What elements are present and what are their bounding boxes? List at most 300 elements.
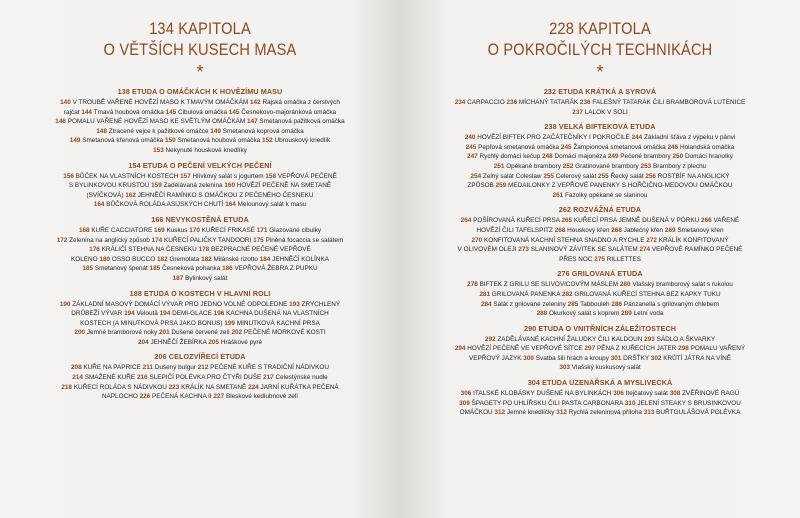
recipe-name: KUŘECÍ ROLÁDA S NÁDIVKOU [73,383,167,391]
section-title: ETUDA O VNITŘNÍCH ZÁLEŽITOSTECH [538,323,677,333]
recipe-page-number: 156 [63,172,76,180]
recipe-name: SÁDLO A ŠKVARKY [656,335,716,343]
recipe-name: Itejčatový salát [625,390,668,398]
section-title: ETUDA KRÁTKÁ A SYROVÁ [558,87,657,96]
recipe-page-number: 266 [701,217,714,225]
recipe-page-number: 201 [158,329,172,337]
toc-section [414,378,786,418]
toc-section [414,324,786,373]
recipe-name: Domácí majonéza [554,153,607,161]
recipe-name: Zelenina na anglický způsob [69,236,150,244]
recipe-name: Gremolata [169,255,200,263]
toc-line [414,363,786,373]
recipe-page-number: 174 [151,236,165,244]
recipe-page-number: 284 [480,300,494,308]
recipe-page-number: 312 [556,409,569,417]
recipe-page-number: 145 [228,108,242,116]
recipe-name: BIFTEK Z GRILU SE SLIVOVICOVÝM MÁSLEM [479,281,619,289]
recipe-name: KUŘE NA PAPRICE [83,364,141,372]
recipe-page-number: 159 [151,182,164,190]
section-page-number: 232 [543,87,559,96]
recipe-name: Svatba šili hrách a kroupy [535,354,609,362]
recipe-page-number: 187 [172,274,186,282]
recipe-page-number: 282 [561,290,575,298]
recipe-page-number: 140 [60,99,73,106]
recipe-name: Bylinkový salát [185,274,228,282]
toc-line [414,172,786,182]
recipe-name: BUŘTGULÁŠOVÁ POLÉVKA [656,409,741,417]
toc-line [14,181,386,191]
toc-line [14,98,386,108]
recipe-page-number: 269 [664,226,678,234]
toc-line [14,191,386,201]
recipe-name: Gratinované brambory [575,162,639,170]
recipe-page-number: 144 [81,108,94,116]
section-heading [14,289,386,298]
recipe-page-number: 281 [479,290,492,298]
recipe-name: Opékané brambory [506,162,561,170]
recipe-page-number: 268 [611,226,624,234]
recipe-page-number: 285 [567,300,581,308]
recipe-page-number: 278 [467,281,480,289]
toc-line [414,354,786,364]
toc-line [14,309,386,319]
recipe-name: Celestýnské nudle [275,374,328,382]
recipe-page-number: 294 [454,345,468,353]
toc-line [14,245,386,255]
recipe-page-number: 280 [619,281,633,289]
recipe-name: Glazované cibulky [269,226,322,234]
toc-line [414,181,786,191]
recipe-name: Jemné bramborové noky [86,329,158,337]
recipe-name: KRÁLÍK KONFITOVANÝ [658,236,729,244]
section-heading [414,122,786,131]
recipe-name: KRŮTÍ JÁTRA NA VÍNĚ [663,354,732,362]
recipe-name: POMALU VAŘENÉ HOVĚZÍ MASO KE SVĚTLÝM OMÁČKÁM [67,118,246,126]
recipe-name: Milánské rizotto [213,255,258,263]
section-heading [14,87,386,96]
toc-line [14,236,386,246]
recipe-name: Okurkový salát s koprem [549,310,620,318]
recipe-page-number: 234 [454,99,468,106]
recipe-page-number: 202 [231,329,244,337]
recipe-name: BŮČEK NA VLASTNÍCH KOSTECH [75,172,179,180]
recipe-name: Fazolky opékané se slaninou [565,191,648,199]
recipe-page-number: 199 [224,319,237,327]
toc-line [14,392,386,402]
recipe-page-number: 255 [543,172,556,180]
recipe-name: KOSTECH (A MINUTKOVÁ PRSA JAKO BONUS) [80,319,223,327]
section-list [414,87,786,418]
recipe-name: Cibulová omáčka [177,108,228,116]
recipe-name: Česneková pohanka [162,265,221,273]
recipe-name: Veloută [136,310,158,318]
recipe-page-number: 172 [56,236,70,244]
recipe-name: Nekynuté houskové knedlíky [165,146,247,154]
recipe-name: ROSTBÍF NA ANGLICKÝ [657,172,730,180]
recipe-name: rajčat [63,108,80,116]
recipe-name: Česnekovo-majoránková omáčka [241,108,337,116]
recipe-name: Pepřová smetanová omáčka [478,143,560,151]
recipe-name: ZÁKLADNÍ MASOVÝ DOMÁCÍ VÝVAR PRO JEDNO VOLNÉ ODPOLEDNE [72,300,288,308]
recipe-page-number: 252 [562,162,576,170]
recipe-page-number: 205 [208,338,221,346]
recipe-name: MINUTKOVÁ KACHNÍ PRSA [236,319,320,327]
section-page-number: 166 [151,214,166,224]
recipe-page-number: 306 [613,390,626,398]
recipe-page-number: 309 [459,399,472,407]
recipe-page-number: 157 [180,172,193,180]
section-title: CELOZVÍŘECÍ ETUDA [168,352,246,362]
toc-line [14,146,386,156]
recipe-page-number: 148 [96,127,109,135]
recipe-page-number: 146 [55,118,68,126]
toc-section [14,289,386,348]
toc-line [14,328,386,338]
recipe-page-number: 292 [484,335,498,343]
toc-line [14,136,386,146]
recipe-name: JEHNĚČÍ RAMÍNKO S OMÁČKOU Z PEČENÉHO ČESNEKU [137,191,314,199]
toc-section [14,87,386,156]
recipe-page-number: 289 [621,310,634,318]
recipe-page-number: 237 [572,108,585,116]
recipe-page-number: 301 [610,354,624,362]
recipe-page-number: 251 [493,162,507,170]
recipe-page-number: 216 [136,374,150,382]
toc-line [14,127,386,137]
toc-line [414,280,786,290]
chapter-number: 134 KAPITOLA [149,19,251,38]
toc-line [414,290,786,300]
recipe-name: S BYLINKOVOU KRUSTOU [68,182,150,190]
recipe-page-number: 273 [518,246,531,254]
recipe-name: Rychlý domácí kečup [479,153,541,161]
recipe-page-number: 293 [644,335,657,343]
recipe-name: MÍCHANÝ TATARÁK [518,99,579,106]
recipe-name: ZADĚLÁVANÉ KACHNÍ ŽALUDKY ČILI KALDOUN [497,335,643,343]
recipe-name: Letní voda [633,310,664,318]
recipe-page-number: 303 [559,364,572,372]
section-title: GRILOVANÁ ETUDA [571,269,643,279]
recipe-name: OSSO BUCCO [111,255,156,263]
section-page-number: 290 [523,323,539,333]
recipe-name: Melounový salát k masu [237,201,307,209]
recipe-page-number: 310 [624,399,638,407]
toc-line [14,274,386,284]
section-list [14,87,386,402]
recipe-page-number: 153 [153,146,166,154]
toc-line [414,98,786,108]
recipe-name: Tabbouleh [580,300,610,308]
section-heading [14,161,386,170]
recipe-page-number: 227 [213,393,226,401]
recipe-page-number: 249 [607,153,621,161]
recipe-name: Žampionová smetanová omáčka [573,143,666,151]
toc-section [14,352,386,401]
section-heading [414,378,786,387]
recipe-name: Vlašský bramborový salát s rukolou [632,281,733,289]
section-title: ETUDA O PEČENÍ VELKÝCH PEČENÍ [142,160,272,170]
recipe-name: HOVĚZÍ BIFTEK PRO ZAČÁTEČNÍKY I POKROČILÉ [477,134,630,142]
recipe-page-number: 247 [467,153,480,161]
recipe-name: Celerový salát [555,172,597,180]
recipe-page-number: 175 [253,236,266,244]
recipe-page-number: 208 [70,364,84,372]
toc-section [414,269,786,318]
section-title: ETUDA UZENÁŘSKÁ A MYSLIVECKÁ [542,378,673,388]
recipe-page-number: 200 [74,329,87,337]
recipe-page-number: 308 [669,390,683,398]
recipe-name: Ubrouskový knedlík [274,137,331,145]
section-title: ETUDA O KOSTECH V HLAVNÍ ROLI [144,288,271,298]
recipe-name: MEDAILONKY Z VEPŘOVÉ PANENKY S HOŘČIČNO-MEDOVOU OMÁČKOU [508,182,733,190]
recipe-name: Ztracené vejce k pažitkové omáčce [108,127,209,135]
recipe-page-number: 218 [61,383,74,391]
toc-line [14,300,386,310]
recipe-page-number: 254 [470,172,483,180]
recipe-name: Plněná focaccia se salátem [265,236,344,244]
recipe-name: Panzanella s grilovaným chlebem [623,300,720,308]
toc-line [414,152,786,162]
recipe-name: V OLIVOVÉM OLEJI [457,246,517,254]
section-page-number: 238 [544,122,559,132]
toc-line [414,143,786,153]
section-page-number: 138 [117,87,133,96]
toc-line [414,309,786,319]
recipe-page-number: 162 [125,191,138,199]
recipe-page-number: 236 [506,99,519,106]
section-title: ROZVÁŽNÁ ETUDA [573,205,642,215]
section-page-number: 304 [527,378,543,388]
toc-line [14,255,386,265]
recipe-name: BEZPRACNÉ PEČENÉ VEPŘOVÉ [211,246,311,254]
recipe-page-number: 253 [640,162,653,170]
toc-section [414,122,786,200]
recipe-page-number: 248 [542,153,555,161]
recipe-name: VAŘENÉ [713,217,740,225]
recipe-name: PĚNA Z KUŘECÍCH JATER [596,345,677,353]
recipe-name: Smetanová pažitková omáčka [259,118,345,126]
recipe-name: VEPŘOVÁ PEČENĚ [277,172,337,180]
recipe-name: BŮČKOVÁ ROLÁDA ASIJSKÝCH CHUTÍ [106,201,224,209]
recipe-page-number: 288 [536,310,550,318]
chapter-title: O VĚTŠÍCH KUSECH MASA [103,40,297,59]
recipe-name: KOLENO [71,255,98,263]
recipe-page-number: 255 [598,172,611,180]
recipe-page-number: 224 [248,383,261,391]
recipe-name: DRŮBEŽÍ VÝVAR [71,310,123,318]
recipe-page-number: 286 [611,300,624,308]
toc-line [414,162,786,172]
recipe-name: Rychlá zeleninová příloha [568,409,642,417]
recipe-name: SLANINOVÝ ZÁVITEK SE SALÁTEM [530,246,638,254]
toc-line [14,226,386,236]
recipe-page-number: 150 [165,137,178,145]
recipe-page-number: 236 [579,99,593,106]
recipe-page-number: 186 [222,265,235,273]
recipe-page-number: 180 [99,255,112,263]
right-page [400,0,800,518]
recipe-name: GRILOVANÁ KUŘECÍ STEHNA BEZ KAPKY TUKU [574,290,721,298]
recipe-name: JEHNĚČÍ KOLÍNKA [272,255,329,263]
recipe-name: Dušený bulgur [154,364,196,372]
recipe-name: ITALSKÉ KLOBÁSKY DUŠENÉ NA BYLINKÁCH [473,390,612,398]
recipe-page-number: 147 [246,118,260,126]
section-title: ETUDA O OMÁČKÁCH K HOVĚZÍMU MASU [132,87,283,96]
recipe-name: Houskový křen [567,226,610,234]
recipe-name: SLEPIČÍ POLÉVKA PRO ČTYŘI DUŠE [149,374,262,382]
section-title: NEVYKOSTĚNÁ ETUDA [165,214,249,224]
recipe-page-number: 178 [198,246,212,254]
recipe-name: KRÁLIČÍ STEHNA NA ČESNEKU [101,246,197,254]
recipe-name: Hráškové pyré [220,338,262,346]
toc-line [414,389,786,399]
recipe-page-number: 226 [139,393,153,401]
section-page-number: 188 [129,288,145,298]
recipe-name: Tmavá houbová omáčka [93,108,164,116]
recipe-page-number: 272 [646,236,659,244]
recipe-page-number: 302 [650,354,664,362]
recipe-name: JEHNĚČÍ ŽEBÍRKA [150,338,207,346]
recipe-page-number: 298 [678,345,691,353]
recipe-name: Domácí hranolky [684,153,733,161]
toc-line [14,373,386,383]
recipe-name: DEMI-GLACE [172,310,212,318]
recipe-page-number: 246 [667,143,680,151]
recipe-name: JELENÍ STEAKY S BRUSINKOVOU [637,399,741,407]
toc-line [414,344,786,354]
toc-line [414,255,786,265]
recipe-name: Rajská omáčka z čerstvých [262,99,340,106]
recipe-name: KUŘECÍ PALIČKY TANDOORI [164,236,252,244]
recipe-page-number: 182 [156,255,170,263]
recipe-page-number: 196 [213,310,227,318]
recipe-page-number: 149 [210,127,223,135]
recipe-name: DRŠŤKY [623,354,649,362]
recipe-page-number: 250 [672,153,685,161]
recipe-page-number: 274 [639,246,652,254]
recipe-name: RILLETTES [606,255,641,263]
toc-line [414,245,786,255]
recipe-name: Smetanová houbová omáčka [177,137,261,145]
toc-line [14,200,386,210]
recipe-name: POMALU VAŘENÝ [690,345,746,353]
section-heading [414,324,786,333]
toc-line [14,117,386,127]
toc-line [14,319,386,329]
recipe-page-number: 182 [201,255,214,263]
toc-line [414,408,786,418]
recipe-page-number: 297 [584,345,597,353]
recipe-page-number: 270 [471,236,484,244]
recipe-page-number: 169 [154,226,167,234]
section-page-number: 206 [154,352,169,362]
toc-line [414,108,786,118]
recipe-page-number: 204 [138,338,151,346]
asterisk-ornament: * [196,62,204,82]
recipe-name: Kuskus [166,226,188,234]
recipe-name: Vlašský kuskusový salát [571,364,641,372]
recipe-page-number: 158 [265,172,278,180]
toc-line [14,108,386,118]
toc-line [414,226,786,236]
recipe-name: Smetanový špenát [94,265,148,273]
recipe-name: HOVĚZÍ PEČENĚ VE VEPŘOVÉ SÍTCE [467,345,583,353]
recipe-name: ZRYCHLENÝ [301,300,341,308]
section-title: VELKÁ BIFTEKOVÁ ETUDA [558,122,656,132]
section-page-number: 154 [128,160,143,170]
recipe-page-number: 264 [460,217,474,225]
recipe-page-number: 268 [554,226,568,234]
recipe-name: Jablečný křen [623,226,664,234]
recipe-name: KUŘECÍ PRSA JEMNĚ DUŠENÁ V PÓRKU [573,217,700,225]
section-heading [414,87,786,96]
toc-section [14,215,386,284]
recipe-name: HOVĚZÍ PEČENĚ NA SMETANĚ [236,182,332,190]
chapter-number: 228 KAPITOLA [549,19,651,38]
toc-line [14,383,386,393]
recipe-page-number: 214 [72,374,85,382]
recipe-page-number: 164 [225,201,238,209]
toc-line [14,172,386,182]
toc-line [414,300,786,310]
recipe-page-number: 185 [149,265,162,273]
recipe-name: CARPACCIO [467,99,505,106]
recipe-page-number: 168 [78,226,92,234]
section-page-number: 262 [558,205,574,215]
recipe-name: SMAŽENÉ KUŘE [84,374,136,382]
recipe-name: KACHNA DUŠENÁ NA VLASTNÍCH [226,310,329,318]
recipe-name: PEČENÉ KUŘE S TRADIČNÍ NÁDIVKOU [210,364,330,372]
recipe-page-number: 245 [465,143,479,151]
recipe-name: PEČENÁ KACHNA II [152,393,212,401]
recipe-name: Smetanová koprová omáčka [222,127,304,135]
toc-line [14,264,386,274]
section-heading [14,215,386,224]
recipe-page-number: 259 [495,182,509,190]
recipe-name: Základní šťáva z výpeku v pánvi [644,134,736,142]
asterisk-ornament: * [596,62,604,82]
recipe-name: HOVĚZÍ ČILI TAFELSPITZ [476,226,553,234]
recipe-page-number: 152 [262,137,275,145]
recipe-name: PŘES NOC [559,255,593,263]
recipe-name: VEPŘOVÝ JAZYK [468,354,522,362]
recipe-page-number: 217 [263,374,276,382]
toc-line [14,338,386,348]
recipe-page-number: 223 [168,383,182,391]
recipe-page-number: 164 [93,201,107,209]
section-heading [14,352,386,361]
recipe-page-number: 142 [250,99,263,106]
recipe-page-number: 261 [552,191,566,199]
recipe-name: V TROUBĚ VAŘENÉ HOVĚZÍ MASO K TMAVÝM OMÁČKÁM [72,99,249,106]
recipe-name: Bleskové kedlubnové zelí [225,393,299,401]
recipe-page-number: 194 [124,310,137,318]
recipe-name: LALOK V SOLI [584,108,628,116]
recipe-name: KRÁLÍK NA SMETANĚ [181,383,247,391]
recipe-name: Jemné knedlíčky [506,409,555,417]
chapter-title: O POKROČILÝCH TECHNIKÁCH [487,40,713,59]
recipe-name: Pečené brambory [620,153,671,161]
recipe-page-number: 149 [69,137,83,145]
recipe-page-number: 145 [165,108,178,116]
toc-section [414,205,786,264]
recipe-name: Smetanová křenová omáčka [82,137,164,145]
recipe-name: Zelný salát Coleslaw [482,172,542,180]
recipe-name: Hlívkový salát s jogurtem [192,172,264,180]
recipe-name: JARNÍ KUŘÁTKA PEČENÁ [260,383,339,391]
toc-line [414,335,786,345]
